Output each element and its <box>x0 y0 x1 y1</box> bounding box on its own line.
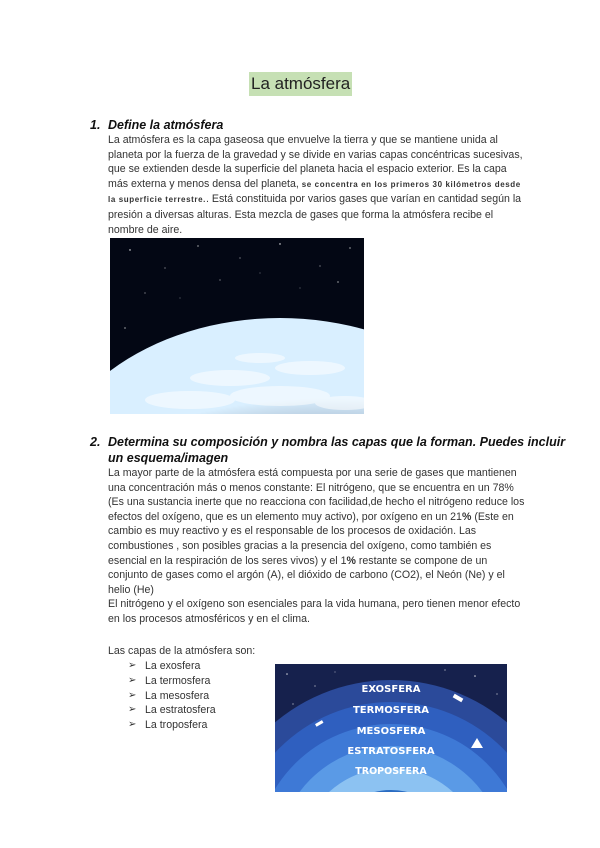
atmosphere-layers-diagram <box>275 664 507 792</box>
list-item: ➢ La mesosfera <box>128 689 210 702</box>
diagram-label-troposfera: TROPOSFERA <box>355 766 427 777</box>
question-1-heading <box>90 117 223 133</box>
question-2-heading <box>90 434 565 466</box>
page-title: La atmósfera <box>249 72 352 96</box>
diagram-label-estratosfera: ESTRATOSFERA <box>347 746 435 757</box>
list-item: ➢ La exosfera <box>128 660 201 672</box>
answer-2-paragraph-2: El nitrógeno y el oxígeno son esenciales para la vida humana, pero tienen menor efecto en los procesos atmosféricos y en el clima. <box>108 598 521 625</box>
arrowhead-bullet-icon: ➢ <box>128 719 137 731</box>
question-number: 1. <box>90 118 101 132</box>
diagram-label-termosfera: TERMOSFERA <box>352 705 430 716</box>
arrowhead-bullet-icon: ➢ <box>128 704 137 716</box>
earth-atmosphere-photo <box>110 238 364 414</box>
list-item: ➢ La estratosfera <box>128 704 216 717</box>
diagram-label-mesosfera: MESOSFERA <box>356 726 426 737</box>
question-text-line-2: un esquema/imagen <box>108 451 229 465</box>
arrowhead-bullet-icon: ➢ <box>128 660 137 671</box>
answer-2-percent: % <box>346 554 356 567</box>
answer-2-percent: % <box>461 510 472 523</box>
answer-2-paragraph <box>108 466 528 627</box>
answer-2-text-b: (Este en cambio es muy reactivo y es el responsable de los procesos de oxidación. Las combustiones , son posibles gracias a la presencia del oxígeno, como también es esencial en la respiración de los seres vivos) y el 1 <box>108 510 514 567</box>
answer-1-text-highlight: se concentra en los primeros 30 kilómetros desde la superficie terrestre. <box>108 179 521 205</box>
arrowhead-bullet-icon: ➢ <box>128 674 137 686</box>
layers-intro: Las capas de la atmósfera son: <box>108 645 256 657</box>
question-text-line-1: Determina su composición y nombra las capas que la forman. Puedes incluir <box>108 435 566 449</box>
answer-1-paragraph <box>108 133 528 237</box>
answer-2-text-a: La mayor parte de la atmósfera está compuesta por una serie de gases que mantienen una concentración más o menos constante: El nitrógeno, que se encuentra en un 78% (Es una sustancia inerte que no reacciona con facilidad,de hecho el nitrógeno reduce los efectos del oxígeno, que es un elemento muy activo), por oxígeno en un 21 <box>108 467 525 523</box>
question-number: 2. <box>90 435 101 449</box>
answer-2-text-c: restante se compone de un conjunto de gases como el argón (A), el dióxido de carbono (CO2), el Neón (Ne) y el helio (He) <box>108 554 505 596</box>
diagram-label-exosfera: EXOSFERA <box>361 684 421 695</box>
layers-list <box>128 659 216 733</box>
list-item: ➢ La termosfera <box>128 674 211 687</box>
arrowhead-bullet-icon: ➢ <box>128 689 137 701</box>
answer-1-text-c: . Está constituida por varios gases que varían en cantidad según la presión a diversas alturas. Esta mezcla de gases que forma la atmósfera recibe el nombre de aire. <box>108 193 522 236</box>
list-item: ➢ La troposfera <box>128 719 208 732</box>
question-text: Define la atmósfera <box>108 118 224 132</box>
answer-1-text-a: La atmósfera es la capa gaseosa que envuelve la tierra y que se mantiene unida al planeta por la fuerza de la gravedad y se divide en varias capas concéntricas sucesivas, que se extienden desde la superficie del planeta hacia el espacio exterior. Es la capa más externa y menos densa del planeta, <box>108 134 523 190</box>
